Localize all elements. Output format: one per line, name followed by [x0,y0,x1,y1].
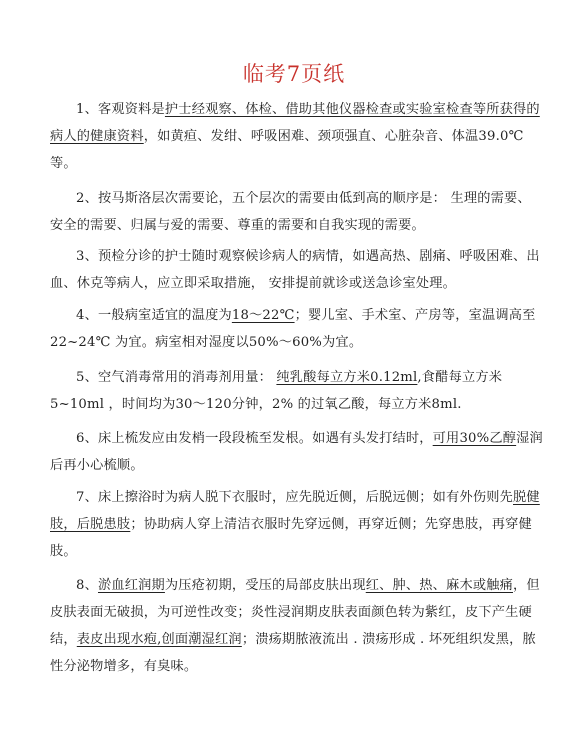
underlined-text: 红、肿、热、麻木或触痛 [365,578,513,593]
paragraph-5 [50,364,544,418]
paragraph-text: ,食醋每立方米5~10ml ，时间均为30～120分钟，2% 的过氧乙酸，每立方米8ml. [50,370,503,412]
paragraph-7 [50,484,544,565]
underlined-text: 表皮出现水疱,创面潮湿红润 [76,632,242,647]
paragraph-text: ；溃疡期脓液流出 . 溃疡形成 . 坏死组织发黑，脓性分泌物增多，有臭味。 [50,632,536,674]
paragraph-4 [50,302,544,356]
paragraph-2 [50,185,544,239]
paragraph-6 [50,425,544,479]
underlined-text: 护士经观察、体检、借助其他仪器检查或实验室检查等所获得的病人的健康资料 [50,102,540,144]
underlined-text: 脱健肢，后脱患肢 [50,490,540,532]
paragraph-1 [50,96,544,177]
paragraph-text: 湿润后再小心梳顺。 [50,431,543,473]
paragraph-text: ，如黄疸、发绀、呼吸困难、颈项强直、心脏杂音、体温39.0℃等。 [50,129,524,171]
paragraph-text: 5、空气消毒常用的消毒剂用量： [76,370,277,385]
paragraph-text: 为压疮初期，受压的局部皮肤出现 [164,578,366,593]
underlined-text: 18～22℃ [231,308,295,323]
paragraph-text: 1、客观资料是 [76,102,165,117]
paragraph-text: ；协助病人穿上清洁衣服时先穿远侧，再穿近侧；先穿患肢，再穿健肢。 [50,517,532,559]
paragraph-text: 4、一般病室适宜的温度为 [76,308,232,323]
underlined-text: 纯乳酸每立方米0.12ml [276,370,418,385]
paragraph-text: ，但皮肤表面无破损，为可逆性改变；炎性浸润期皮肤表面颜色转为紫红，皮下产生硬结， [50,578,540,647]
paragraph-text: 2、按马斯洛层次需要论，五个层次的需要由低到高的顺序是： 生理的需要、安全的需要、归属与爱的需要、尊重的需要和自我实现的需要。 [50,191,531,233]
underlined-text: 可用30%乙醇 [432,431,517,446]
paragraph-text: 7、床上擦浴时为病人脱下衣服时，应先脱近侧，后脱远侧；如有外伤则先 [76,490,513,505]
paragraph-text: 3、预检分诊的护士随时观察候诊病人的病情，如遇高热、剧痛、呼吸困难、出血、休克等病人，应立即采取措施， 安排提前就诊或送急诊室处理。 [50,249,540,291]
paragraph-8 [50,572,544,680]
underlined-text: 淤血红润期 [97,578,165,593]
paragraph-3 [50,243,544,297]
paragraph-text: 8、 [76,578,98,593]
paragraph-text: ；婴儿室、手术室、产房等，室温调高至22~24℃ 为宜。病室相对湿度以50%～60%为宜。 [50,308,536,350]
paragraph-text: 6、床上梳发应由发梢一段段梳至发根。如遇有头发打结时， [76,431,433,446]
page-title: 临考7页纸 [242,62,346,86]
